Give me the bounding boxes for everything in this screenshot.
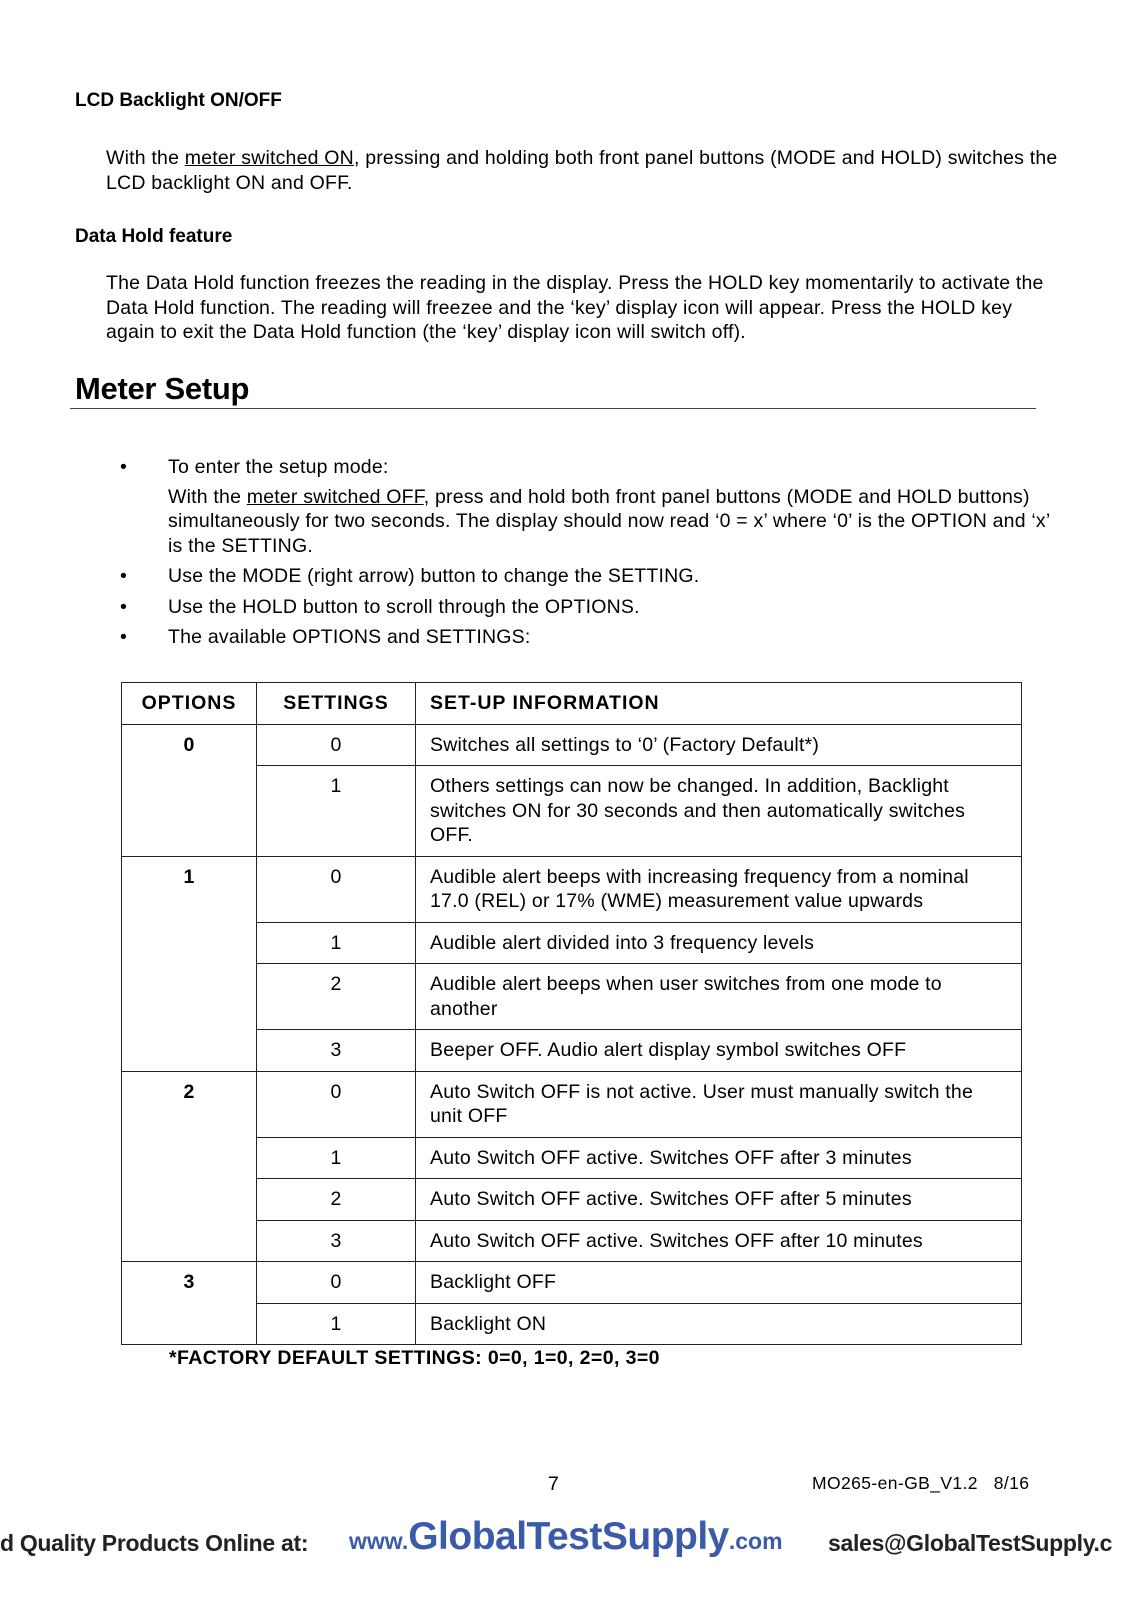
- table-row: [122, 922, 1022, 964]
- setting-cell: 2: [257, 1179, 416, 1221]
- sub-text-pre: With the: [168, 485, 247, 508]
- backlight-text-pre: With the: [106, 147, 185, 169]
- header-setup-information: SET-UP INFORMATION: [416, 683, 1022, 725]
- bullet-icon: •: [120, 456, 128, 478]
- bullet-text: Use the MODE (right arrow) button to change the SETTING.: [168, 565, 700, 587]
- setting-cell: 3: [257, 1030, 416, 1072]
- setting-cell: 1: [257, 766, 416, 857]
- info-cell: Switches all settings to ‘0’ (Factory Default*): [416, 724, 1022, 766]
- setup-options-table: [121, 682, 1022, 1345]
- page-number: 7: [548, 1473, 559, 1495]
- footer-tagline: d Quality Products Online at:: [0, 1530, 309, 1556]
- setting-cell: 3: [257, 1220, 416, 1262]
- table-row: [122, 1220, 1022, 1262]
- document-id: MO265-en-GB_V1.2 8/16: [812, 1473, 1030, 1493]
- setting-cell: 0: [257, 1071, 416, 1137]
- header-settings: SETTINGS: [257, 683, 416, 725]
- info-cell: Audible alert beeps when user switches from one mode to another: [416, 964, 1022, 1030]
- table-row: [122, 1262, 1022, 1304]
- footer-website-link[interactable]: [349, 1515, 783, 1559]
- sub-text-post: , press and hold both front panel buttons (MODE and HOLD buttons) simultaneously for two seconds. The display should now read ‘0 = x’ where ‘0’ is the OPTION and ‘x’ is the SETTING.: [168, 485, 1050, 557]
- datahold-paragraph: The Data Hold function freezes the reading in the display. Press the HOLD key momentarily to activate the Data Hold function. The reading will freezee and the ‘key’ display icon will appear. Press the HOLD key again to exit the Data Hold function (the ‘key’ display icon will switch off).: [106, 272, 1044, 343]
- table-header-row: [122, 683, 1022, 725]
- table-row: [122, 1179, 1022, 1221]
- backlight-paragraph: [106, 146, 1066, 195]
- table-row: [122, 1303, 1022, 1345]
- backlight-heading: LCD Backlight ON/OFF: [75, 90, 282, 111]
- info-cell: Audible alert divided into 3 frequency levels: [416, 922, 1022, 964]
- setting-cell: 1: [257, 1137, 416, 1179]
- setting-cell: 1: [257, 922, 416, 964]
- table-row: [122, 964, 1022, 1030]
- setting-cell: 1: [257, 1303, 416, 1345]
- backlight-text-post: , pressing and holding both front panel buttons (MODE and HOLD) switches the LCD backlight ON and OFF.: [106, 147, 1058, 194]
- url-prefix: www.: [349, 1528, 409, 1554]
- table-row: [122, 1071, 1022, 1137]
- factory-default-note: *FACTORY DEFAULT SETTINGS: 0=0, 1=0, 2=0, 3=0: [169, 1347, 660, 1369]
- bullet-item: [120, 625, 1050, 650]
- setting-cell: 0: [257, 1262, 416, 1304]
- setup-bullet-list: [120, 455, 1050, 656]
- table-row: [122, 724, 1022, 766]
- option-cell: 0: [122, 724, 257, 856]
- header-options: OPTIONS: [122, 683, 257, 725]
- url-suffix: .com: [728, 1528, 783, 1554]
- option-cell: 3: [122, 1262, 257, 1345]
- backlight-text-underlined: meter switched ON: [184, 147, 354, 169]
- footer-email-link[interactable]: sales@GlobalTestSupply.c: [828, 1530, 1113, 1556]
- table-row: [122, 1030, 1022, 1072]
- info-cell: Auto Switch OFF is not active. User must manually switch the unit OFF: [416, 1071, 1022, 1137]
- setup-sub-paragraph: [168, 485, 1050, 559]
- bullet-icon: •: [120, 565, 128, 587]
- table-row: [122, 1137, 1022, 1179]
- option-cell: 1: [122, 856, 257, 1071]
- bullet-item: [120, 455, 1050, 558]
- info-cell: Others settings can now be changed. In addition, Backlight switches ON for 30 seconds and then automatically switches OFF.: [416, 766, 1022, 857]
- bullet-item: [120, 564, 1050, 589]
- info-cell: Auto Switch OFF active. Switches OFF after 5 minutes: [416, 1179, 1022, 1221]
- bullet-icon: •: [120, 595, 128, 618]
- info-cell: Auto Switch OFF active. Switches OFF after 10 minutes: [416, 1220, 1022, 1262]
- info-cell: Auto Switch OFF active. Switches OFF after 3 minutes: [416, 1137, 1022, 1179]
- info-cell: Beeper OFF. Audio alert display symbol switches OFF: [416, 1030, 1022, 1072]
- info-cell: Backlight ON: [416, 1303, 1022, 1345]
- info-cell: Audible alert beeps with increasing frequency from a nominal 17.0 (REL) or 17% (WME) measurement value upwards: [416, 856, 1022, 922]
- setting-cell: 0: [257, 724, 416, 766]
- sub-text-underlined: meter switched OFF: [246, 485, 424, 508]
- table-row: [122, 856, 1022, 922]
- datahold-heading: Data Hold feature: [75, 226, 233, 247]
- bullet-text: The available OPTIONS and SETTINGS:: [168, 626, 531, 648]
- bullet-text: Use the HOLD button to scroll through the OPTIONS.: [168, 595, 640, 618]
- setting-cell: 2: [257, 964, 416, 1030]
- bullet-icon: •: [120, 626, 128, 648]
- section-title: Meter Setup: [75, 371, 250, 406]
- url-main: GlobalTestSupply: [408, 1515, 729, 1558]
- bullet-item: [120, 595, 1050, 620]
- setting-cell: 0: [257, 856, 416, 922]
- option-cell: 2: [122, 1071, 257, 1262]
- section-rule: [70, 408, 1036, 409]
- footer-banner: [0, 1515, 1130, 1565]
- table-row: [122, 766, 1022, 857]
- info-cell: Backlight OFF: [416, 1262, 1022, 1304]
- bullet-text: To enter the setup mode:: [168, 456, 389, 478]
